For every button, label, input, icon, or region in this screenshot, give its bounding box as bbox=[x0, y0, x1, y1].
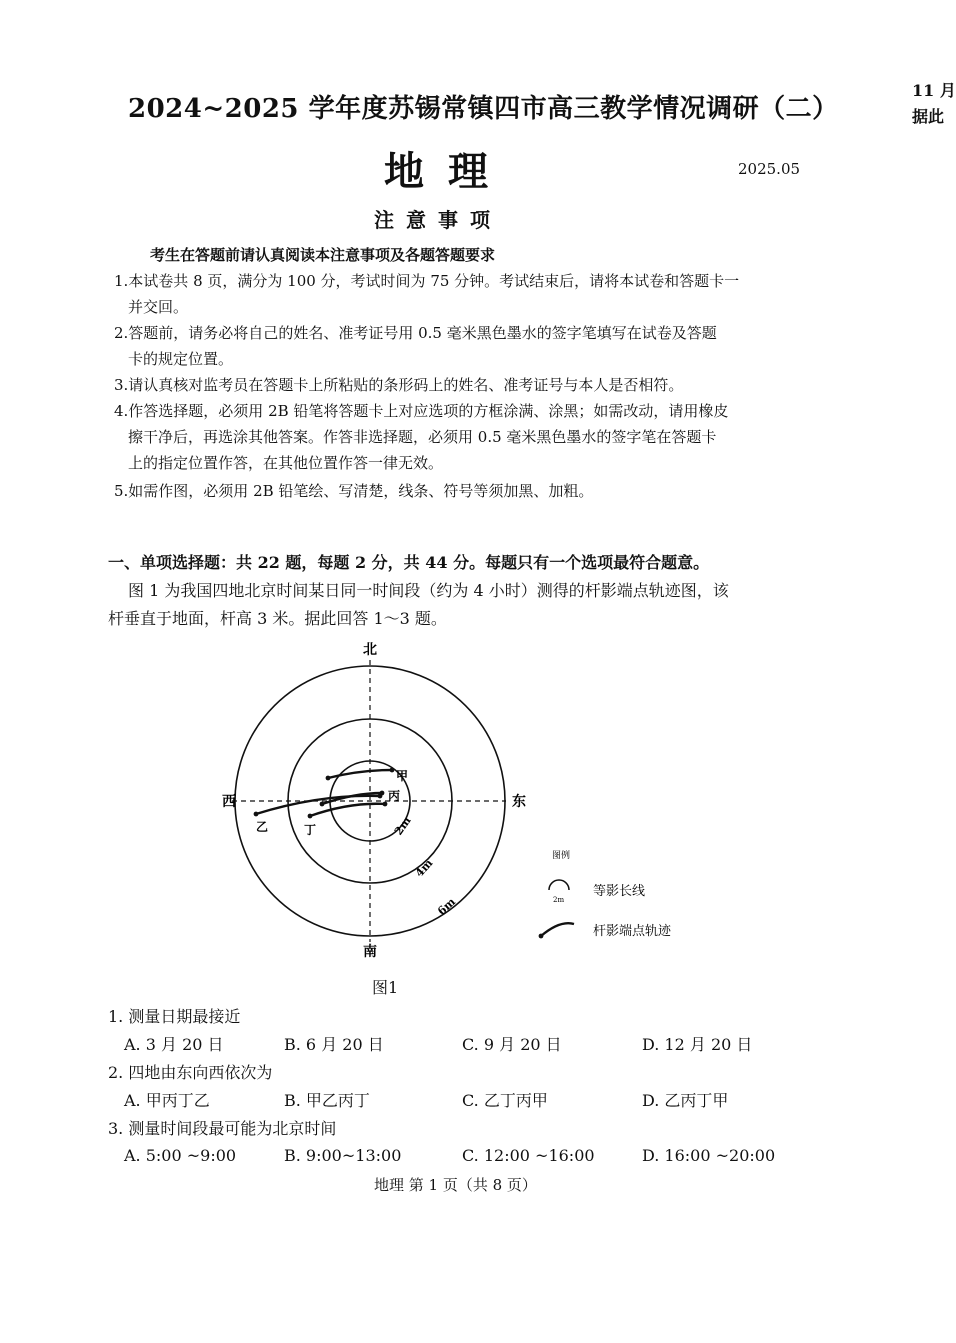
track-jia-end bbox=[390, 768, 395, 773]
legend-track-dot bbox=[539, 934, 544, 939]
track-label-bing: 丙 bbox=[388, 789, 401, 803]
track-label-ding: 丁 bbox=[304, 823, 317, 837]
label-south: 南 bbox=[363, 944, 377, 960]
subject-title: 地理 bbox=[384, 148, 512, 195]
track-yi-start bbox=[254, 812, 259, 817]
notice-item-4-line3: 上的指定位置作答，在其他位置作答一律无效。 bbox=[128, 454, 444, 472]
label-north: 北 bbox=[363, 642, 377, 658]
track-bing-start bbox=[320, 802, 325, 807]
track-jia bbox=[328, 770, 392, 778]
notice-item-4-line2: 擦干净后，再选涂其他答案。作答非选择题，必须用 0.5 毫米黑色墨水的签字笔在答题卡 bbox=[128, 428, 717, 446]
question-2-option-b: B. 甲乙丙丁 bbox=[284, 1091, 370, 1110]
figure-caption: 图1 bbox=[372, 978, 399, 997]
track-label-yi: 乙 bbox=[256, 820, 269, 834]
notice-item-1-line2: 并交回。 bbox=[128, 298, 189, 316]
legend-ring-label: 2m bbox=[553, 896, 565, 904]
question-3-option-c: C. 12:00 ~16:00 bbox=[462, 1146, 595, 1165]
figure-1-shadow-diagram bbox=[210, 636, 710, 966]
cropped-corner-text-2: 据此 bbox=[912, 107, 945, 126]
notice-item-2-line1: 2.答题前，请务必将自己的姓名、准考证号用 0.5 毫米黑色墨水的签字笔填写在试卷及答题 bbox=[114, 324, 717, 342]
ring-label-2m: 2m bbox=[391, 814, 414, 838]
notice-item-1 bbox=[114, 268, 804, 320]
notice-item-2 bbox=[114, 320, 804, 372]
question-3-option-a: A. 5:00 ~9:00 bbox=[124, 1146, 237, 1165]
notice-item-2-line2: 卡的规定位置。 bbox=[128, 350, 234, 368]
notice-item-1-line1: 1.本试卷共 8 页，满分为 100 分，考试时间为 75 分钟。考试结束后，请将本试卷和答题卡一 bbox=[114, 272, 740, 290]
track-label-jia: 甲 bbox=[396, 769, 409, 783]
notice-item-4 bbox=[114, 398, 804, 476]
question-3-option-d: D. 16:00 ~20:00 bbox=[642, 1146, 776, 1165]
notice-subheading: 考生在答题前请认真阅读本注意事项及各题答题要求 bbox=[150, 246, 496, 264]
exam-date: 2025.05 bbox=[738, 160, 801, 178]
question-2-stem: 2. 四地由东向西依次为 bbox=[108, 1063, 273, 1082]
legend-ring-icon bbox=[549, 880, 569, 890]
question-1-option-b: B. 6 月 20 日 bbox=[284, 1035, 384, 1054]
notice-heading: 注意事项 bbox=[374, 208, 502, 232]
label-west: 西 bbox=[222, 794, 236, 810]
notice-item-4-line1: 4.作答选择题，必须用 2B 铅笔将答题卡上对应选项的方框涂满、涂黑；如需改动，请用橡皮 bbox=[114, 402, 729, 420]
question-3-option-b: B. 9:00~13:00 bbox=[284, 1146, 402, 1165]
ring-label-4m: 4m bbox=[412, 856, 436, 880]
cropped-corner-text-1: 11 月 bbox=[912, 81, 956, 100]
legend-track-text: 杆影端点轨迹 bbox=[593, 924, 672, 939]
ring-label-6m: 6m bbox=[435, 895, 459, 918]
notice-item-5-line1: 5.如需作图，必须用 2B 铅笔绘、写清楚，线条、符号等须加黑、加粗。 bbox=[114, 482, 594, 500]
question-2-option-d: D. 乙丙丁甲 bbox=[642, 1091, 729, 1110]
notice-item-3 bbox=[114, 372, 804, 398]
question-3-stem: 3. 测量时间段最可能为北京时间 bbox=[108, 1119, 337, 1138]
page-footer: 地理 第 1 页（共 8 页） bbox=[374, 1176, 537, 1194]
track-yi-end bbox=[378, 794, 383, 799]
label-east: 东 bbox=[512, 794, 526, 810]
question-1-option-a: A. 3 月 20 日 bbox=[124, 1035, 224, 1054]
question-1-option-c: C. 9 月 20 日 bbox=[462, 1035, 562, 1054]
legend-title: 图例 bbox=[552, 851, 571, 861]
section-intro-line1: 图 1 为我国四地北京时间某日同一时间段（约为 4 小时）测得的杆影端点轨迹图，该 bbox=[128, 581, 729, 600]
track-ding-end bbox=[383, 802, 388, 807]
legend-track-icon bbox=[541, 923, 574, 936]
track-ding-start bbox=[308, 814, 313, 819]
exam-title: 2024~2025 学年度苏锡常镇四市高三教学情况调研（二） bbox=[128, 94, 839, 124]
notice-item-3-line1: 3.请认真核对监考员在答题卡上所粘贴的条形码上的姓名、准考证号与本人是否相符。 bbox=[114, 376, 684, 394]
question-1-stem: 1. 测量日期最接近 bbox=[108, 1007, 241, 1026]
track-jia-start bbox=[326, 776, 331, 781]
question-1-option-d: D. 12 月 20 日 bbox=[642, 1035, 753, 1054]
section-intro-line2: 杆垂直于地面，杆高 3 米。据此回答 1～3 题。 bbox=[108, 609, 447, 628]
notice-item-5 bbox=[114, 478, 804, 504]
question-2-option-a: A. 甲丙丁乙 bbox=[124, 1091, 210, 1110]
legend-contour-text: 等影长线 bbox=[593, 884, 646, 899]
section-heading: 一、单项选择题：共 22 题，每题 2 分，共 44 分。每题只有一个选项最符合题意。 bbox=[108, 553, 710, 572]
question-2-option-c: C. 乙丁丙甲 bbox=[462, 1091, 548, 1110]
